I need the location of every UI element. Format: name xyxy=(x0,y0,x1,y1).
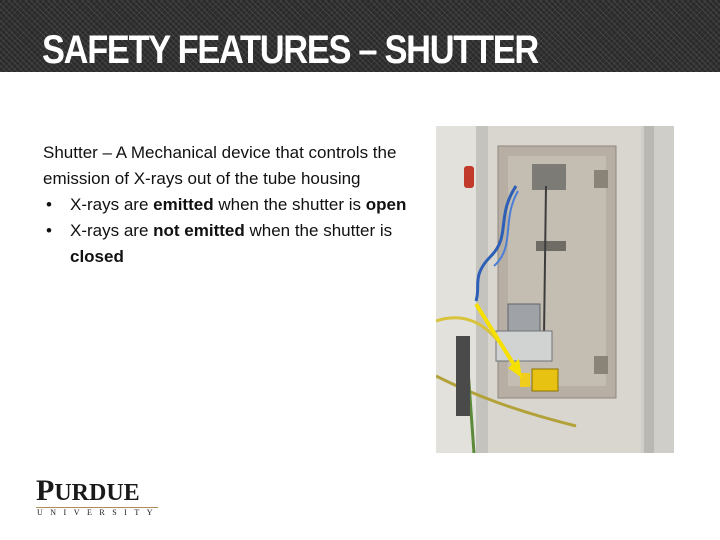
slide-title: SAFETY FEATURES – SHUTTER xyxy=(42,28,538,72)
bullet-text: X-rays are xyxy=(70,195,154,214)
bullet-bold: closed xyxy=(70,247,124,266)
logo-wordmark xyxy=(36,476,158,508)
bullet-item xyxy=(43,218,413,270)
title-band xyxy=(0,0,720,72)
bullet-bold: emitted xyxy=(153,195,214,214)
red-button-icon xyxy=(464,166,474,188)
logo-initial: P xyxy=(36,474,55,507)
bullet-text: when the shutter is xyxy=(213,195,366,214)
bullet-bold: open xyxy=(365,195,407,214)
intro-paragraph: Shutter – A Mechanical device that controls the emission of X-rays out of the tube housing xyxy=(43,143,397,188)
housing-bolt xyxy=(594,356,608,374)
bullet-text: when the shutter is xyxy=(244,221,393,240)
top-clamp xyxy=(532,164,566,190)
logo-name-rest: URDUE xyxy=(54,480,140,506)
cable-duct xyxy=(456,336,470,416)
shutter-photo xyxy=(436,126,674,453)
bullet-marker: • xyxy=(46,221,52,240)
bullet-item xyxy=(43,192,413,218)
mid-clamp xyxy=(536,241,566,251)
bullet-marker: • xyxy=(46,195,52,214)
bullet-bold: not emitted xyxy=(153,221,245,240)
bullet-list xyxy=(43,192,413,270)
purdue-logo xyxy=(36,476,158,518)
aluminium-rail-right xyxy=(644,126,654,453)
logo-subtitle: UNIVERSITY xyxy=(37,508,160,517)
slide-body xyxy=(43,140,413,270)
housing-bolt xyxy=(594,170,608,188)
bullet-text: X-rays are xyxy=(70,221,154,240)
yellow-connector xyxy=(532,369,558,391)
